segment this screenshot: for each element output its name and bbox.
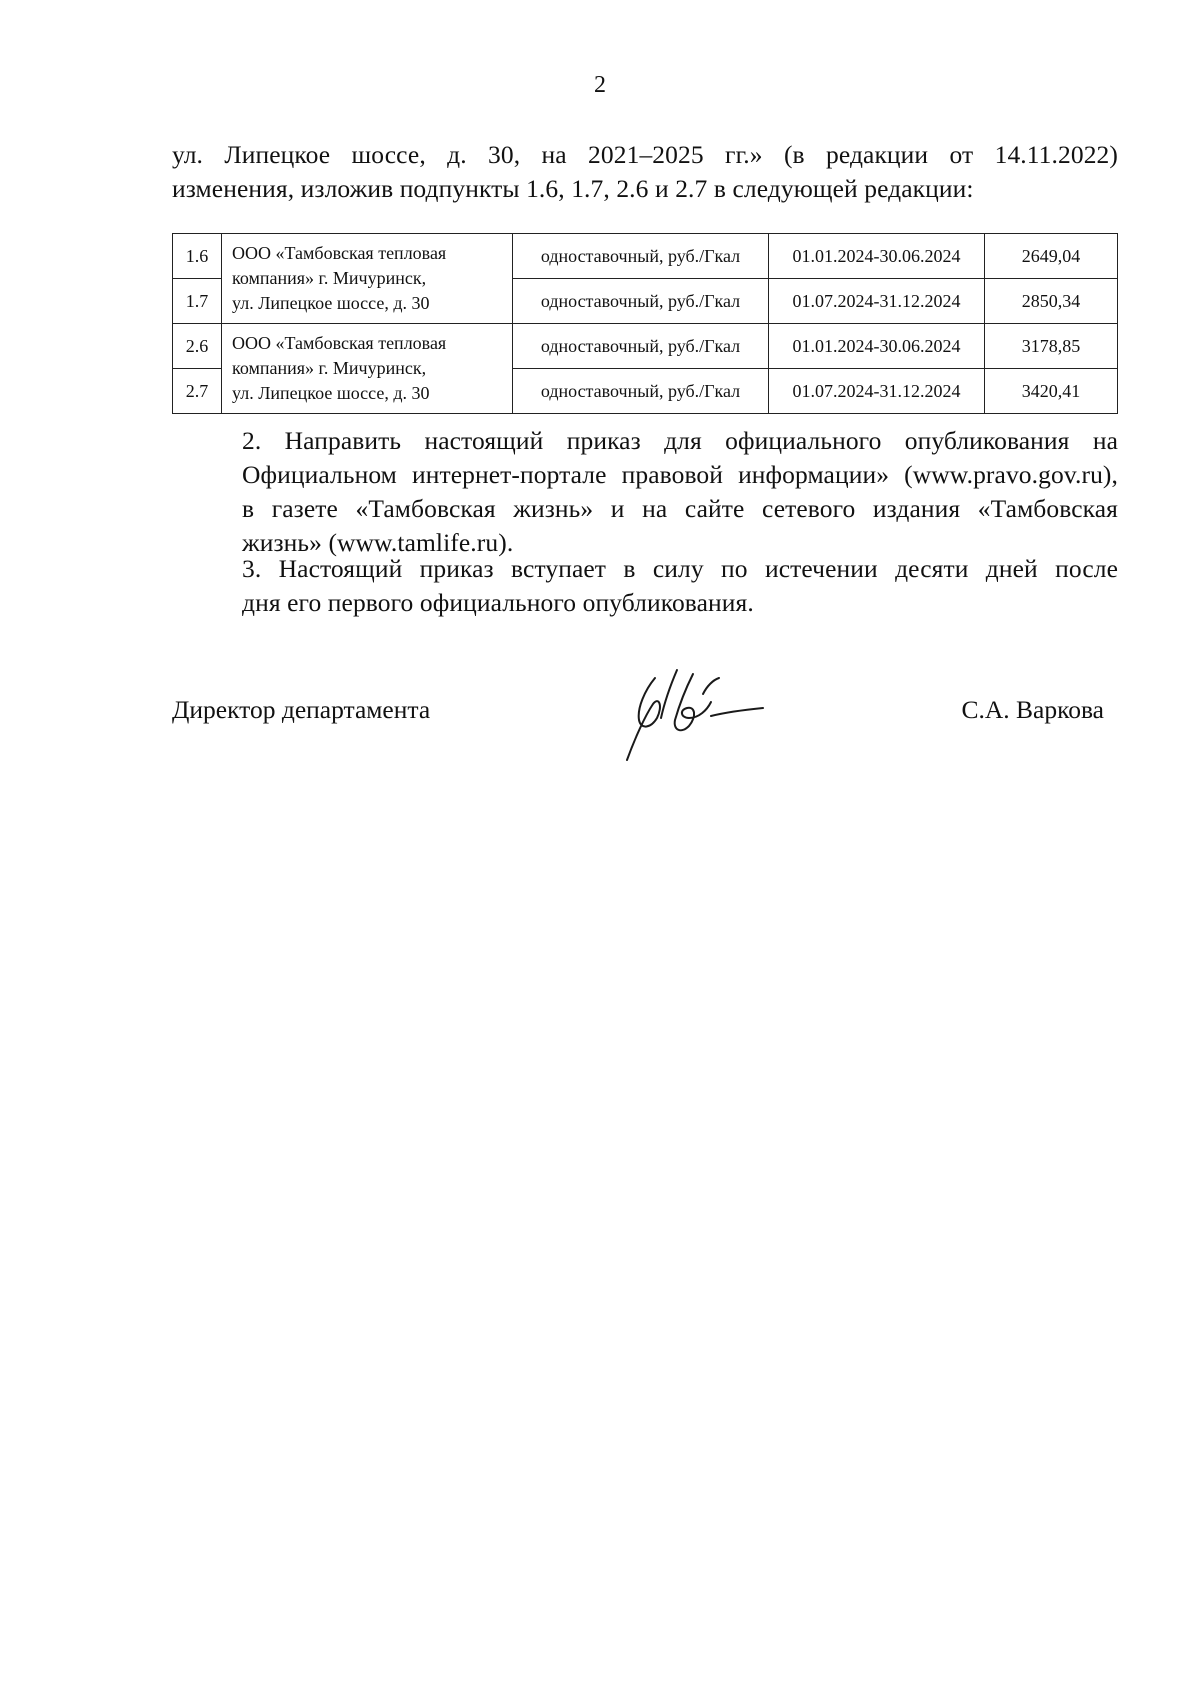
intro-paragraph xyxy=(172,138,1118,206)
item-2-line-1: 2. Направить настоящий приказ для официального опубликования на xyxy=(242,426,1118,455)
row-number: 2.6 xyxy=(173,324,222,369)
item-2-line-3: в газете «Тамбовская жизнь» и на сайте сетевого издания «Тамбовская xyxy=(242,494,1118,523)
signatory-name: С.А. Варкова xyxy=(961,695,1104,724)
tariff-value: 2649,04 xyxy=(985,234,1118,279)
org-line: компания» г. Мичуринск, xyxy=(232,358,427,378)
signatory-title: Директор департамента xyxy=(172,695,431,724)
row-number: 1.6 xyxy=(173,234,222,279)
paragraph-item-2 xyxy=(172,424,1118,560)
tariff-type: одноставочный, руб./Гкал xyxy=(513,324,769,369)
table-row xyxy=(173,324,1118,369)
row-number: 2.7 xyxy=(173,369,222,414)
tariff-value: 3420,41 xyxy=(985,369,1118,414)
tariff-period: 01.07.2024-31.12.2024 xyxy=(769,369,985,414)
item-2-line-2: Официальном интернет-портале правовой информации» (www.pravo.gov.ru), xyxy=(242,460,1118,489)
handwritten-signature xyxy=(615,660,795,770)
tariff-type: одноставочный, руб./Гкал xyxy=(513,279,769,324)
tariff-value: 3178,85 xyxy=(985,324,1118,369)
tariff-period: 01.01.2024-30.06.2024 xyxy=(769,234,985,279)
tariff-table xyxy=(172,233,1118,414)
table-row xyxy=(173,234,1118,279)
paragraph-item-3 xyxy=(172,552,1118,620)
row-number: 1.7 xyxy=(173,279,222,324)
org-line: ул. Липецкое шоссе, д. 30 xyxy=(232,383,430,403)
intro-line-2: изменения, изложив подпункты 1.6, 1.7, 2.6 и 2.7 в следующей редакции: xyxy=(172,174,974,203)
organization-cell xyxy=(222,234,513,324)
intro-line-1: ул. Липецкое шоссе, д. 30, на 2021–2025 гг.» (в редакции от 14.11.2022) xyxy=(172,140,1118,169)
org-line: ООО «Тамбовская тепловая xyxy=(232,243,447,263)
org-line: ул. Липецкое шоссе, д. 30 xyxy=(232,293,430,313)
org-line: компания» г. Мичуринск, xyxy=(232,268,427,288)
page-number: 2 xyxy=(594,72,606,98)
item-3-line-1: 3. Настоящий приказ вступает в силу по истечении десяти дней после xyxy=(242,554,1118,583)
org-line: ООО «Тамбовская тепловая xyxy=(232,333,447,353)
item-3-line-2: дня его первого официального опубликования. xyxy=(242,588,754,617)
tariff-type: одноставочный, руб./Гкал xyxy=(513,234,769,279)
tariff-period: 01.01.2024-30.06.2024 xyxy=(769,324,985,369)
tariff-period: 01.07.2024-31.12.2024 xyxy=(769,279,985,324)
tariff-value: 2850,34 xyxy=(985,279,1118,324)
tariff-type: одноставочный, руб./Гкал xyxy=(513,369,769,414)
organization-cell xyxy=(222,324,513,414)
item-2-line-4: жизнь» (www.tamlife.ru). xyxy=(242,528,514,557)
